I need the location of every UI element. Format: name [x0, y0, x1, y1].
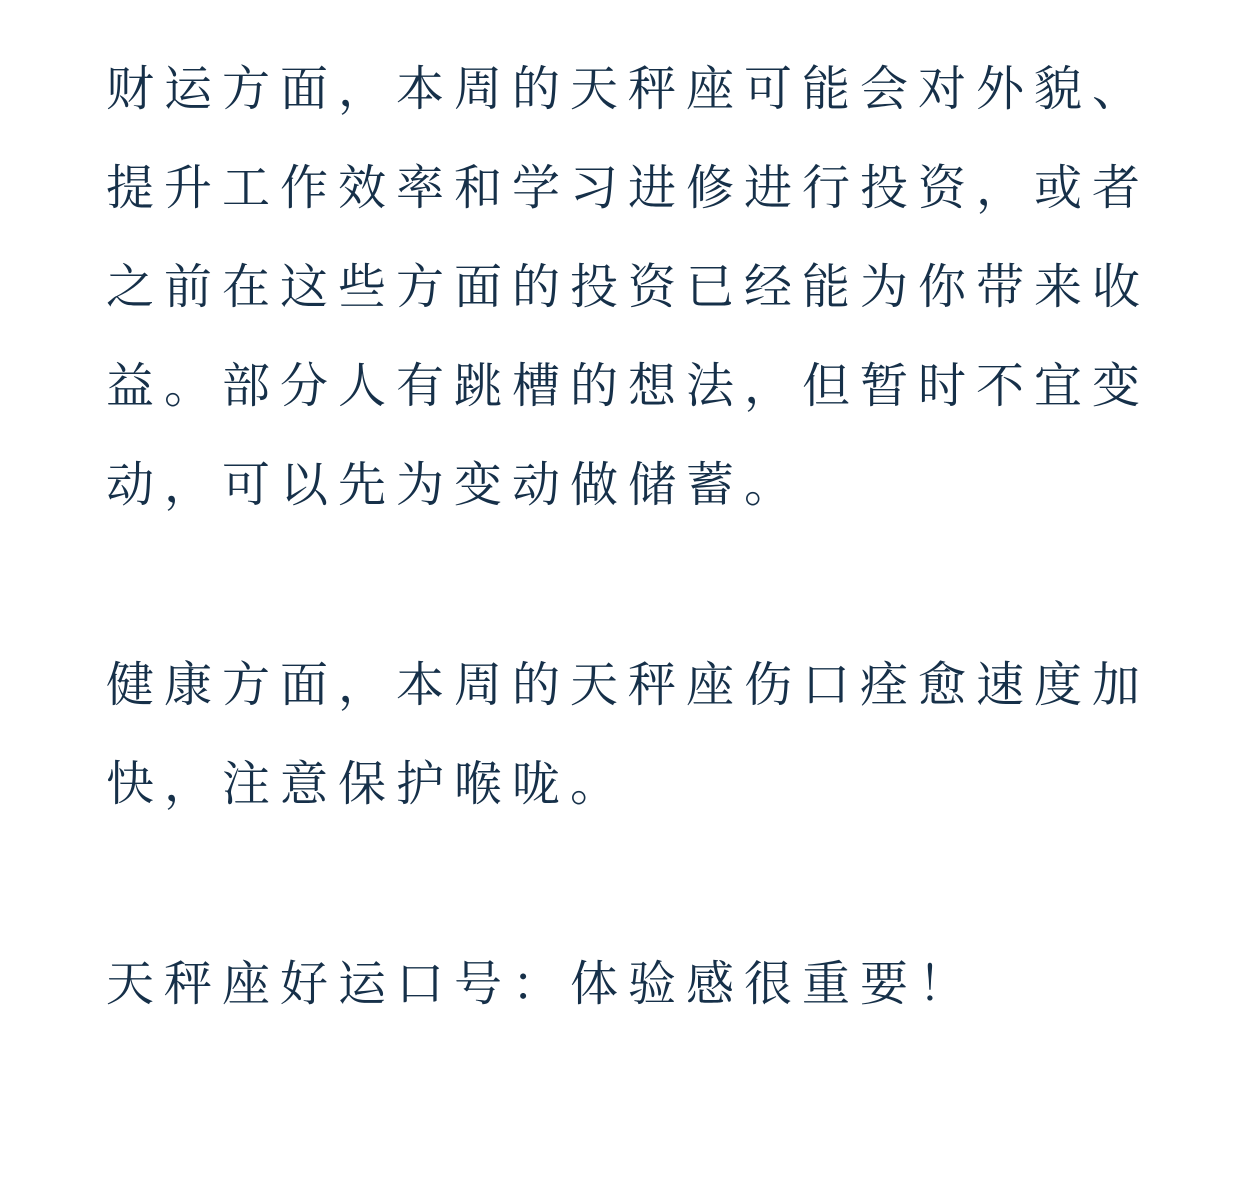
finance-paragraph: 财运方面，本周的天秤座可能会对外貌、提升工作效率和学习进修进行投资，或者之前在这些方面的投资已经能为你带来收益。部分人有跳槽的想法，但暂时不宜变动，可以先为变动做储蓄。 — [106, 61, 1151, 513]
lucky-slogan: 天秤座好运口号：体验感很重要！ — [106, 956, 977, 1012]
health-paragraph: 健康方面，本周的天秤座伤口痊愈速度加快，注意保护喉咙。 — [106, 657, 1151, 812]
article-body — [106, 40, 1166, 1034]
